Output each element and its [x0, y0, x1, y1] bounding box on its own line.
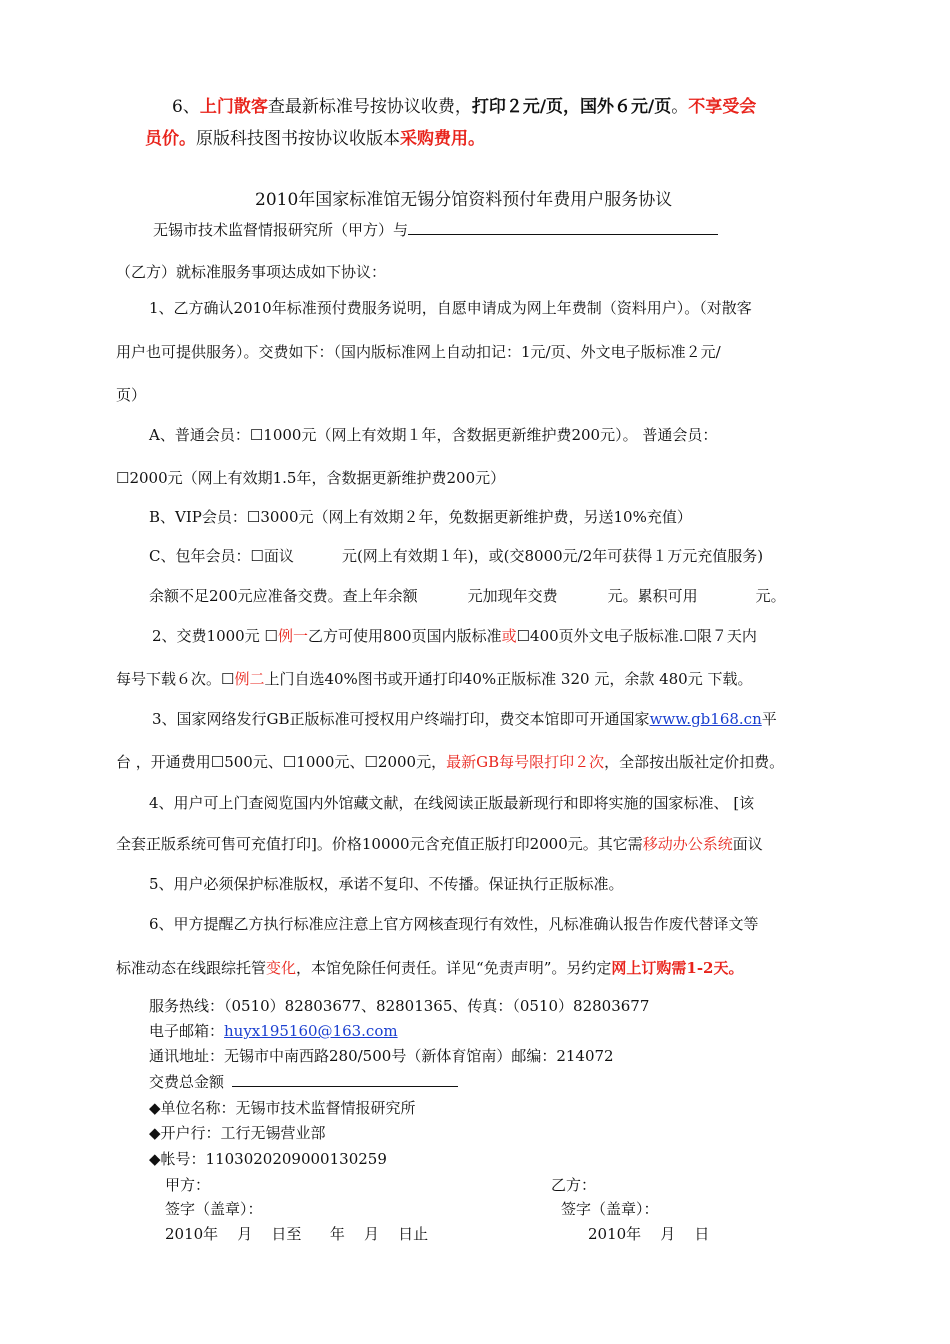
- clause3-text3: 台 ，开通费用☐500元、☐1000元、☐2000元，: [116, 753, 447, 771]
- balance-text1: 余额不足200元应准备交费。查上年余额: [149, 587, 418, 605]
- clause2-text2: 乙方可使用800页国内版标准: [307, 627, 502, 645]
- party-a-date: 2010年 月 日至 年 月 日止: [165, 1225, 429, 1243]
- purchase-cost: 采购费用。: [400, 129, 485, 149]
- clause5-line: 5、用户必须保护标准版权，承诺不复印、不传播。保证执行正版标准。: [149, 875, 624, 893]
- party-b-blank[interactable]: [408, 220, 718, 235]
- service-hotline: 服务热线：（0510）82803677、82801365、传真：（0510）82803677: [149, 997, 650, 1015]
- party-b-label: 乙方：: [551, 1176, 597, 1194]
- account-number: ◆帐号：1103020209000130259: [149, 1150, 387, 1168]
- no-discount-cont: 员价。: [145, 129, 196, 149]
- party-a-text: 无锡市技术监督情报研究所（甲方）与: [153, 221, 409, 239]
- clause1-line1: 1、乙方确认2010年标准预付费服务说明，自愿申请成为网上年费制（资料用户）。（对散客: [149, 299, 752, 317]
- clause4-text: 全套正版系统可售可充值打印]。价格10000元含充值正版打印2000元。其它需: [116, 835, 643, 853]
- top-note-period: 。: [671, 97, 689, 117]
- party-a-sign: 签字（盖章）：: [165, 1200, 263, 1218]
- option-c-desc: 元(网上有效期１年)，或(交8000元/2年可获得１万元充值服务): [341, 547, 764, 565]
- email-link[interactable]: huyx195160@163.com: [224, 1022, 398, 1040]
- clause4-line2: [116, 833, 763, 855]
- clause2-or: 或: [501, 627, 517, 645]
- gb168-link[interactable]: www.gb168.cn: [649, 710, 762, 728]
- clause6-text: 标准动态在线跟综托管: [116, 959, 267, 977]
- clause2-text5: 上门自选40%图书或开通打印40%正版标准 320 元，余款 480元 下载。: [264, 670, 753, 688]
- option-a-line2: ☐2000元（网上有效期1.5年，含数据更新维护费200元）: [116, 469, 506, 487]
- balance-text2: 元加现年交费: [467, 587, 558, 605]
- no-discount: 不享受会: [688, 97, 757, 117]
- bank-name: ◆开户行：工行无锡营业部: [149, 1124, 326, 1142]
- total-amount-line: [149, 1071, 458, 1093]
- clause2-text3: ☐400页外文电子版标准.☐限７天内: [516, 627, 757, 645]
- clause1-line3: 页）: [116, 386, 147, 404]
- address-line: 通讯地址：无锡市中南西路280/500号（新体育馆南）邮编：214072: [149, 1047, 614, 1065]
- online-order-time: 网上订购需1-2天。: [611, 959, 744, 977]
- clause2-text4: 每号下载６次。☐: [116, 670, 235, 688]
- example-one: 例一: [277, 627, 308, 645]
- email-label: 电子邮箱：: [149, 1022, 225, 1040]
- total-label: 交费总金额: [149, 1073, 225, 1091]
- clause2-line2: [116, 668, 752, 690]
- top-note-number: 6、: [172, 97, 200, 117]
- clause3-text1: 3、国家网络发行GB正版标准可授权用户终端打印，费交本馆即可开通国家: [152, 710, 650, 728]
- clause6-line2: [116, 957, 743, 979]
- clause4-tail: 面议: [732, 835, 763, 853]
- unit-name: ◆单位名称：无锡市技术监督情报研究所: [149, 1099, 416, 1117]
- clause4-line1: 4、用户可上门查阅览国内外馆藏文献，在线阅读正版最新现行和即将实施的国家标准、 [该: [149, 794, 755, 812]
- mobile-office: 移动办公系统: [642, 835, 733, 853]
- clause3-text4: ，全部按出版社定价扣费。: [604, 753, 785, 771]
- clause6-change: 变化: [266, 959, 297, 977]
- option-c-balance: [149, 585, 786, 607]
- clause3-line2: [116, 751, 784, 773]
- balance-text3: 元。累积可用: [607, 587, 698, 605]
- print-limit: 最新GB每号限打印２次: [446, 753, 605, 771]
- clause1-line2: 用户也可提供服务）。交费如下：（国内版标准网上自动扣记：1元/页、外文电子版标准２元/: [116, 343, 721, 361]
- page-title: 2010年国家标准馆无锡分馆资料预付年费用户服务协议: [255, 190, 673, 210]
- clause6-text2: ，本馆免除任何责任。详见“免责声明”。另约定: [296, 959, 612, 977]
- print-fee: 打印２元/页，国外６元/页: [471, 97, 672, 117]
- option-a-line1: A、普通会员：☐1000元（网上有效期１年，含数据更新维护费200元）。 普通会员：: [149, 426, 718, 444]
- clause2-text1: 2、交费1000元 ☐: [152, 627, 278, 645]
- option-c-line: [149, 545, 763, 567]
- top-note-line1: [172, 96, 756, 118]
- clause3-line1: [152, 708, 777, 730]
- email-line: [149, 1020, 398, 1042]
- party-b-date: 2010年 月 日: [588, 1225, 710, 1243]
- total-amount-blank[interactable]: [232, 1072, 458, 1087]
- balance-text4: 元。: [755, 587, 786, 605]
- top-note-text: 查最新标准号按协议收费，: [267, 97, 472, 117]
- top-note-text2: 原版科技图书按协议收版本: [196, 129, 400, 149]
- party-b-line: （乙方）就标准服务事项达成如下协议：: [116, 263, 387, 281]
- party-a-label: 甲方：: [165, 1176, 211, 1194]
- party-a-line: [153, 219, 718, 241]
- option-c-label: C、包年会员：☐面议: [149, 547, 294, 565]
- option-b-line: B、VIP会员：☐3000元（网上有效期２年，免数据更新维护费，另送10%充值）: [149, 508, 692, 526]
- clause6-line1: 6、甲方提醒乙方执行标准应注意上官方网核查现行有效性，凡标准确认报告作废代替译文等: [149, 915, 759, 933]
- clause2-line1: [152, 625, 757, 647]
- example-two: 例二: [234, 670, 265, 688]
- party-b-sign: 签字（盖章）：: [561, 1200, 659, 1218]
- clause3-text2: 平: [761, 710, 777, 728]
- top-note-line2: [145, 128, 485, 150]
- walkin-customer: 上门散客: [199, 97, 268, 117]
